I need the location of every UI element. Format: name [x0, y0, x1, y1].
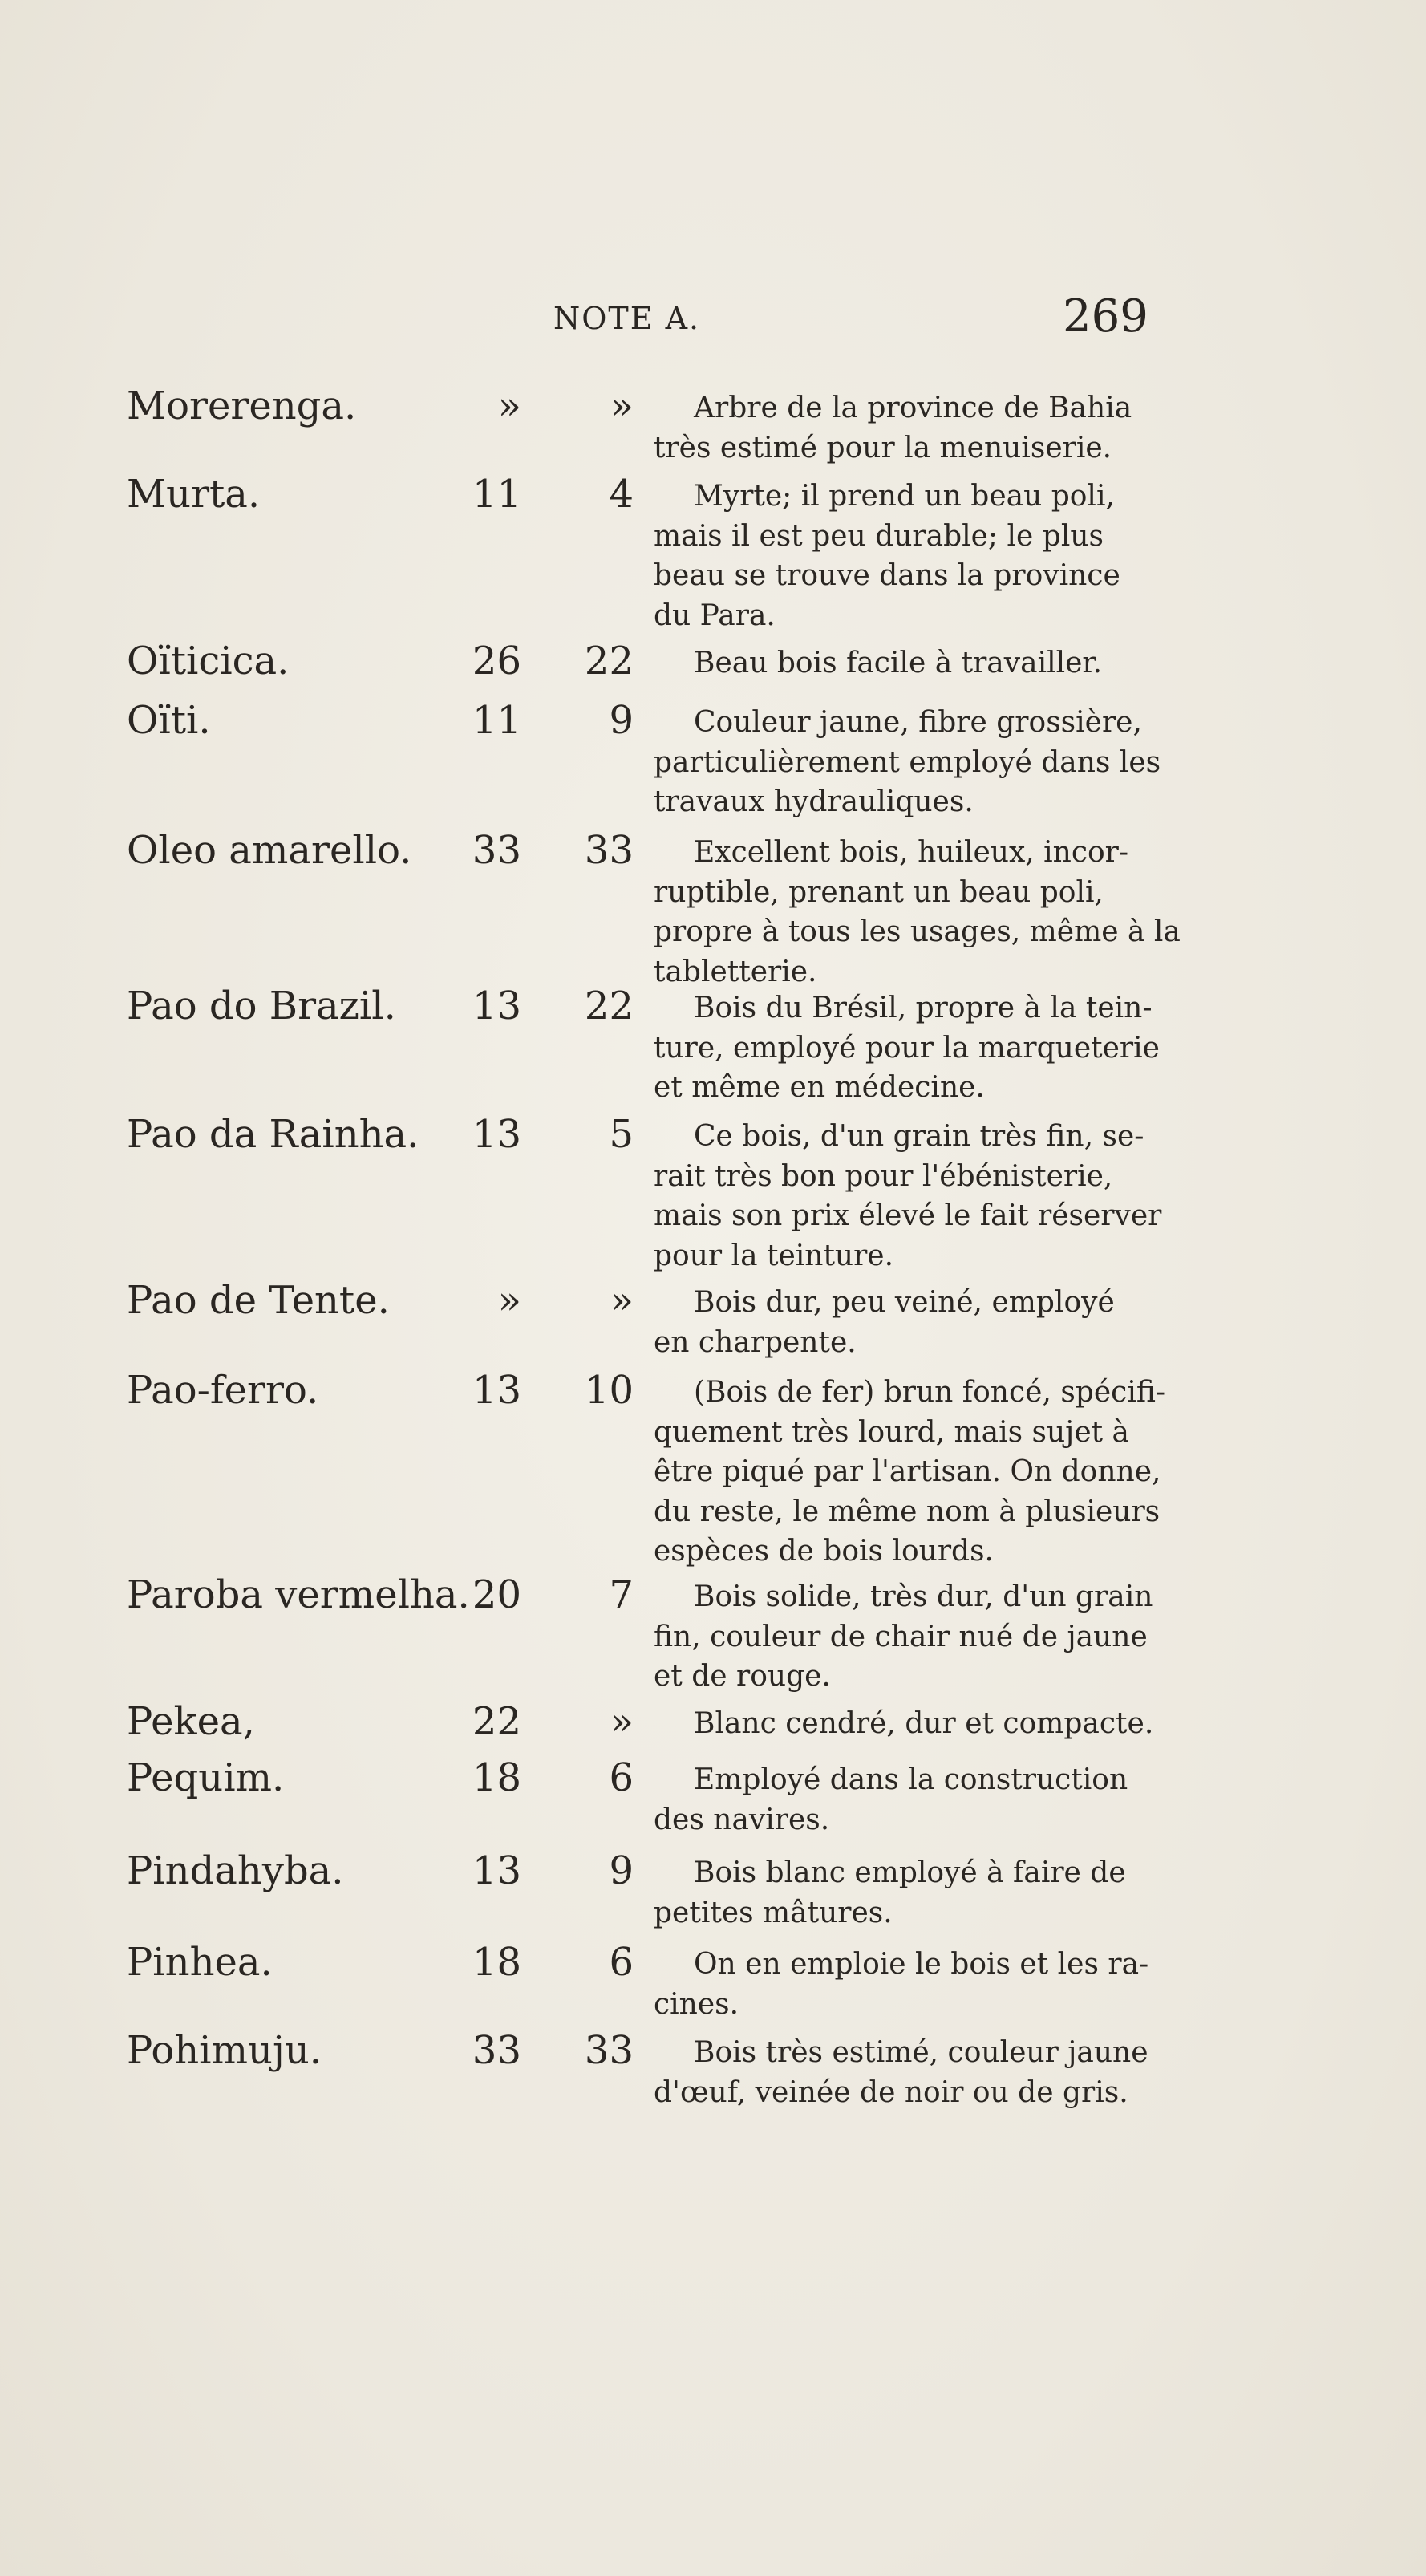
page-number: 269 — [1063, 290, 1148, 343]
value-column-2: 7 — [609, 1572, 634, 1617]
species-description — [654, 2033, 1148, 2112]
description-line: petites mâtures. — [654, 1896, 893, 1929]
value-column-1: 18 — [472, 1755, 521, 1800]
species-name: Paroba vermelha. — [127, 1572, 470, 1617]
description-line: mais il est peu durable; le plus — [654, 519, 1104, 553]
species-description — [654, 1577, 1153, 1697]
description-line: Myrte; il prend un beau poli, — [694, 480, 1115, 513]
species-description — [654, 833, 1181, 992]
value-column-1: 33 — [472, 828, 521, 873]
description-line: et même en médecine. — [654, 1071, 985, 1104]
value-column-1: 13 — [472, 1368, 521, 1413]
value-column-1: 33 — [472, 2028, 521, 2073]
description-line: particulièrement employé dans les — [654, 745, 1161, 779]
species-name: Morerenga. — [127, 383, 357, 428]
species-name: Pao da Rainha. — [127, 1112, 419, 1157]
value-column-2: 33 — [584, 828, 634, 873]
value-column-2: 9 — [609, 1848, 634, 1893]
running-head-title: NOTE A. — [553, 301, 701, 336]
species-name: Pao-ferro. — [127, 1368, 319, 1413]
value-column-2: » — [610, 1699, 634, 1744]
species-description — [654, 388, 1143, 468]
description-line: ture, employé pour la marqueterie — [654, 1031, 1160, 1065]
description-line: Blanc cendré, dur et compacte. — [694, 1707, 1154, 1740]
description-line: des navires. — [654, 1803, 830, 1836]
value-column-1: 13 — [472, 984, 521, 1028]
description-line: d'œuf, veinée de noir ou de gris. — [654, 2075, 1128, 2109]
value-column-1: 11 — [472, 472, 521, 517]
description-line: Ce bois, d'un grain très fin, se- — [694, 1120, 1144, 1153]
description-line: Couleur jaune, fibre grossière, — [694, 706, 1142, 739]
value-column-2: 6 — [609, 1755, 634, 1800]
description-line: Arbre de la province de Bahia — [694, 391, 1132, 424]
description-line: Bois solide, très dur, d'un grain — [694, 1580, 1153, 1613]
description-line: espèces de bois lourds. — [654, 1535, 995, 1568]
description-line: Bois du Brésil, propre à la tein- — [694, 992, 1153, 1024]
species-name: Pinhea. — [127, 1940, 273, 1985]
description-line: rait très bon pour l'ébénisterie, — [654, 1159, 1113, 1193]
species-description — [654, 1945, 1149, 2024]
description-line: du Para. — [654, 598, 776, 632]
species-name: Murta. — [127, 472, 261, 517]
description-line: tabletterie. — [654, 955, 817, 988]
description-line: cines. — [654, 1987, 739, 2021]
value-column-1: 11 — [472, 698, 521, 743]
value-column-1: 13 — [472, 1848, 521, 1893]
value-column-2: » — [610, 1278, 634, 1323]
species-name: Pao de Tente. — [127, 1278, 390, 1323]
description-line: mais son prix élevé le fait réserver — [654, 1199, 1162, 1232]
species-name: Pao do Brazil. — [127, 984, 396, 1028]
species-description — [654, 1853, 1143, 1933]
species-name: Pekea, — [127, 1699, 255, 1744]
species-description — [654, 643, 1143, 684]
species-name: Oleo amarello. — [127, 828, 412, 873]
value-column-2: 33 — [584, 2028, 634, 2073]
description-line: en charpente. — [654, 1325, 857, 1359]
species-description — [654, 1704, 1154, 1744]
value-column-2: 10 — [584, 1368, 634, 1413]
description-line: (Bois de fer) brun foncé, spécifi- — [694, 1376, 1166, 1409]
description-line: propre à tous les usages, même à la — [654, 915, 1181, 948]
description-line: On en emploie le bois et les ra- — [694, 1948, 1149, 1981]
species-name: Oïti. — [127, 698, 211, 743]
value-column-2: » — [610, 383, 634, 428]
species-name: Pequim. — [127, 1755, 285, 1800]
value-column-2: 6 — [609, 1940, 634, 1985]
description-line: très estimé pour la menuiserie. — [654, 431, 1112, 464]
description-line: beau se trouve dans la province — [654, 559, 1120, 592]
description-line: Employé dans la construction — [694, 1763, 1128, 1796]
value-column-1: 22 — [472, 1699, 521, 1744]
value-column-2: 22 — [584, 984, 634, 1028]
description-line: Beau bois facile à travailler. — [694, 647, 1103, 679]
species-name: Pohimuju. — [127, 2028, 322, 2073]
description-line: Bois très estimé, couleur jaune — [694, 2036, 1148, 2069]
description-line: pour la teinture. — [654, 1239, 894, 1272]
value-column-1: » — [497, 1278, 521, 1323]
value-column-1: 13 — [472, 1112, 521, 1157]
description-line: ruptible, prenant un beau poli, — [654, 875, 1104, 909]
description-line: Bois blanc employé à faire de — [694, 1856, 1126, 1889]
value-column-2: 22 — [584, 639, 634, 684]
description-line: fin, couleur de chair nué de jaune — [654, 1620, 1148, 1653]
species-description — [654, 988, 1160, 1108]
species-description — [654, 1760, 1143, 1840]
value-column-1: » — [497, 383, 521, 428]
species-name: Oïticica. — [127, 639, 290, 684]
value-column-2: 5 — [609, 1112, 634, 1157]
species-description — [654, 1373, 1166, 1572]
value-column-2: 9 — [609, 698, 634, 743]
description-line: être piqué par l'artisan. On donne, — [654, 1455, 1161, 1488]
value-column-1: 18 — [472, 1940, 521, 1985]
species-description — [654, 1117, 1162, 1276]
description-line: travaux hydrauliques. — [654, 785, 974, 818]
value-column-1: 26 — [472, 639, 521, 684]
value-column-2: 4 — [609, 472, 634, 517]
value-column-1: 20 — [472, 1572, 521, 1617]
description-line: du reste, le même nom à plusieurs — [654, 1495, 1161, 1528]
species-description — [654, 477, 1143, 635]
description-line: quement très lourd, mais sujet à — [654, 1415, 1130, 1449]
description-line: et de rouge. — [654, 1660, 831, 1693]
species-name: Pindahyba. — [127, 1848, 344, 1893]
species-description — [654, 703, 1161, 822]
description-line: Bois dur, peu veiné, employé — [694, 1286, 1115, 1319]
species-description — [654, 1283, 1143, 1362]
description-line: Excellent bois, huileux, incor- — [694, 836, 1129, 869]
